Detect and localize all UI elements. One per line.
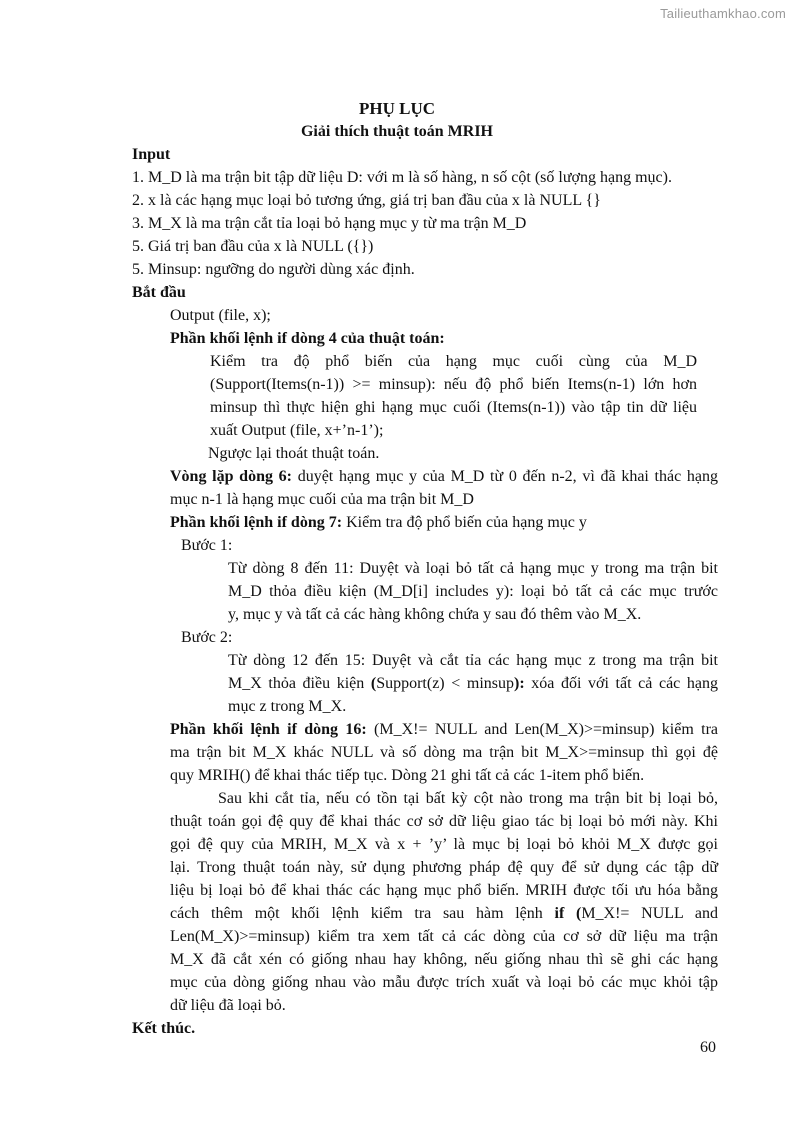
paragraph-line: gọi đệ quy của MRIH, M_X và x + ’y’ là mục bị loại bỏ khỏi M_X được gọi (170, 836, 718, 853)
page-subtitle: Giải thích thuật toán MRIH (300, 123, 493, 140)
paragraph-line (170, 904, 718, 924)
loop6-heading: Vòng lặp dòng 6: (170, 468, 293, 485)
block16-line: quy MRIH() để khai thác tiếp tục. Dòng 21 ghi tất cả các 1-item phổ biến. (170, 767, 645, 784)
paragraph-line: thuật toán gọi đệ quy để khai thác cơ sở dữ liệu giao tác bị loại bỏ mới này. Khi (170, 813, 718, 830)
input-item: 5. Minsup: ngưỡng do người dùng xác định. (132, 261, 415, 278)
step1-line: M_D thỏa điều kiện (M_D[i] includes y): loại bỏ tất cả các mục trước (228, 583, 718, 600)
paragraph-line: dữ liệu đã loại bỏ. (170, 997, 286, 1014)
paragraph-line: M_X đã cắt xén có giống nhau hay không, nếu giống nhau thì sẽ ghi các hạng (170, 951, 718, 968)
block7-line (170, 513, 587, 533)
step2-line: Từ dòng 12 đến 15: Duyệt và cắt tỉa các hạng mục z trong ma trận bit (228, 652, 718, 669)
page-number: 60 (700, 1039, 716, 1056)
step1-line: y, mục y và tất cả các hàng không chứa y sau đó thêm vào M_X. (228, 606, 642, 623)
block4-heading: Phần khối lệnh if dòng 4 của thuật toán: (170, 330, 445, 347)
block4-line: (Support(Items(n-1)) >= minsup): nếu độ phổ biến Items(n-1) lớn hơn (210, 376, 697, 393)
paragraph-line: Len(M_X)>=minsup) kiểm tra xem tất cả các dòng của cơ sở dữ liệu ma trận (170, 928, 718, 945)
paragraph-line: mục của dòng giống nhau vào mẫu được trích xuất và loại bỏ các mục khỏi tập (170, 974, 718, 991)
input-heading: Input (132, 146, 171, 163)
step2-text: M_X thỏa điều kiện (228, 675, 371, 692)
step1-line: Từ dòng 8 đến 11: Duyệt và loại bỏ tất cả hạng mục y trong ma trận bit (228, 560, 718, 577)
start-heading: Bắt đầu (132, 284, 186, 301)
watermark: Tailieuthamkhao.com (660, 6, 786, 21)
block16-line: ma trận bit M_X khác NULL và số dòng ma trận bit M_X>=minsup thì gọi đệ (170, 744, 718, 761)
if-keyword: if ( (554, 905, 582, 922)
input-item: 1. M_D là ma trận bit tập dữ liệu D: với m là số hàng, n số cột (số lượng hạng mục). (132, 169, 672, 186)
step2-paren: ): (514, 675, 525, 692)
output-call: Output (file, x); (170, 307, 271, 324)
block4-line: Kiểm tra độ phổ biến của hạng mục cuối cùng của M_D (210, 353, 697, 370)
input-item: 3. M_X là ma trận cắt tỉa loại bỏ hạng mục y từ ma trận M_D (132, 215, 527, 232)
input-item: 5. Giá trị ban đầu của x là NULL ({}) (132, 238, 374, 255)
block16-text: (M_X!= NULL and Len(M_X)>=minsup) kiểm tra (366, 721, 719, 738)
loop6-line: mục n-1 là hạng mục cuối của ma trận bit M_D (170, 491, 474, 508)
paragraph-line: liệu bị loại bỏ để khai thác các hạng mục phổ biến. MRIH được tối ưu hóa bằng (170, 882, 718, 899)
block7-heading: Phần khối lệnh if dòng 7: (170, 514, 343, 531)
block16-line (170, 720, 718, 740)
page-title: PHỤ LỤC (358, 99, 436, 118)
block4-line: xuất Output (file, x+’n-1’); (210, 422, 384, 439)
input-item: 2. x là các hạng mục loại bỏ tương ứng, giá trị ban đầu của x là NULL {} (132, 192, 601, 209)
paragraph-line: Sau khi cắt tỉa, nếu có tồn tại bất kỳ cột nào trong ma trận bit bị loại bỏ, (218, 790, 718, 807)
block4-line: Ngược lại thoát thuật toán. (208, 445, 380, 462)
paragraph-line: lại. Trong thuật toán này, sử dụng phương pháp đệ quy để sử dụng các tập dữ (170, 859, 718, 876)
loop6-text: duyệt hạng mục y của M_D từ 0 đến n-2, vì đã khai thác hạng (292, 468, 719, 485)
step1-label: Bước 1: (181, 537, 233, 554)
block7-text: Kiểm tra độ phổ biến của hạng mục y (342, 514, 587, 531)
step2-paren: ( (370, 675, 377, 692)
block16-heading: Phần khối lệnh if dòng 16: (170, 721, 367, 738)
step2-line (228, 674, 718, 694)
loop6-line (170, 467, 718, 487)
step2-line: mục z trong M_X. (228, 698, 347, 715)
end-heading: Kết thúc. (132, 1020, 196, 1037)
block4-line: minsup thì thực hiện ghi hạng mục cuối (Items(n-1)) vào tập tin dữ liệu (210, 399, 697, 416)
paragraph-text: cách thêm một khối lệnh kiểm tra sau hàm lệnh (170, 905, 555, 922)
step2-label: Bước 2: (181, 629, 233, 646)
paragraph-text: M_X!= NULL and (581, 905, 719, 922)
step2-text: xóa đối với tất cả các hạng (524, 675, 718, 692)
step2-condition: Support(z) < minsup (376, 675, 514, 692)
